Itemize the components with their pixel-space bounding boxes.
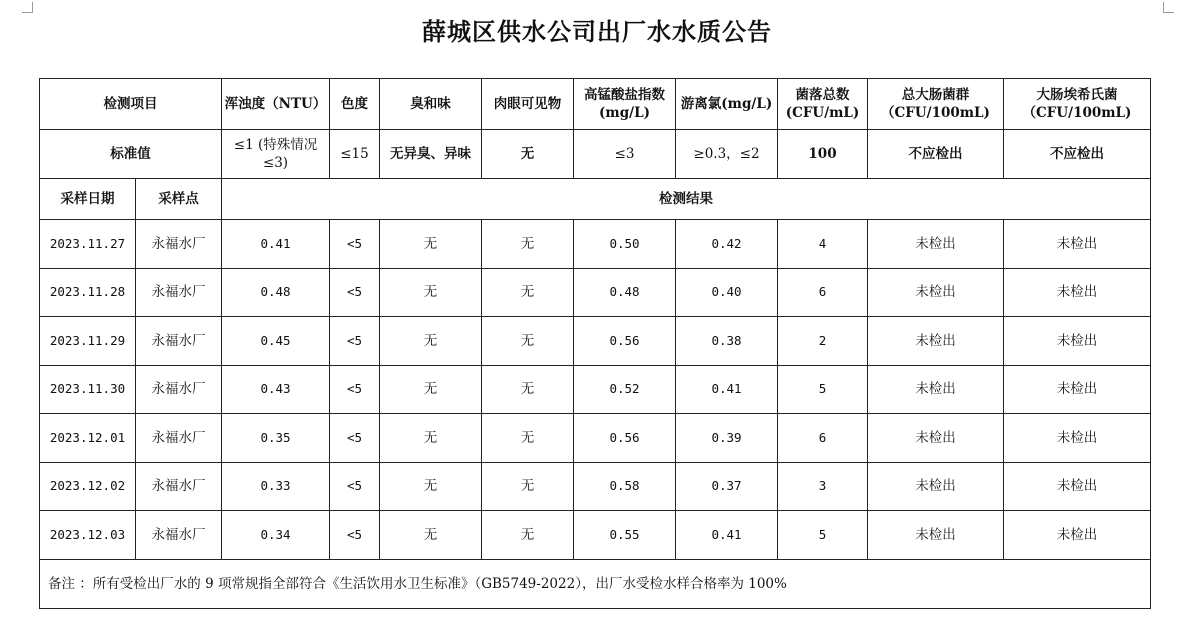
cell-date: 2023.11.27 [40,220,136,269]
cell-permanganate: 0.52 [574,365,676,414]
cell-colony: 5 [778,511,868,560]
cell-colony: 2 [778,317,868,366]
cell-odor: 无 [380,462,482,511]
cell-color: <5 [330,317,380,366]
cell-visible: 无 [482,317,574,366]
cell-chlorine: 0.39 [676,414,778,463]
cell-odor: 无 [380,220,482,269]
cell-visible: 无 [482,220,574,269]
cell-coliform: 未检出 [868,414,1004,463]
cell-permanganate: 0.48 [574,268,676,317]
cell-permanganate: 0.55 [574,511,676,560]
cell-permanganate: 0.56 [574,414,676,463]
cell-color: <5 [330,268,380,317]
cell-color: <5 [330,365,380,414]
cell-color: <5 [330,414,380,463]
header-permanganate [574,79,676,130]
result-header-site: 采样点 [136,179,222,220]
header-row [40,79,1151,130]
header-permanganate-label: 高锰酸盐指数 [584,87,665,103]
cell-site: 永福水厂 [136,414,222,463]
header-ecoli-label: 大肠埃希氏菌 [1036,87,1118,103]
header-colony-label: 菌落总数 [795,87,850,103]
cell-site: 永福水厂 [136,462,222,511]
cell-visible: 无 [482,462,574,511]
table-row [40,511,1151,560]
cell-odor: 无 [380,317,482,366]
cell-permanganate: 0.56 [574,317,676,366]
cell-ecoli: 未检出 [1004,268,1151,317]
cell-chlorine: 0.37 [676,462,778,511]
cell-odor: 无 [380,268,482,317]
cell-chlorine: 0.38 [676,317,778,366]
cell-date: 2023.11.29 [40,317,136,366]
standard-odor: 无异臭、异味 [380,130,482,179]
cell-colony: 6 [778,414,868,463]
cell-coliform: 未检出 [868,220,1004,269]
footnote: 备注 ：所有受检出厂水的 9 项常规指全部符合《生活饮用水卫生标准》（GB5749-2022），出厂水受检水样合格率为 100% [40,559,1151,608]
cell-ecoli: 未检出 [1004,511,1151,560]
cell-coliform: 未检出 [868,365,1004,414]
cell-coliform: 未检出 [868,462,1004,511]
cell-visible: 无 [482,511,574,560]
result-header-date: 采样日期 [40,179,136,220]
cell-permanganate: 0.58 [574,462,676,511]
header-coliform-label: 总大肠菌群 [901,87,970,103]
cell-ecoli: 未检出 [1004,414,1151,463]
cell-color: <5 [330,511,380,560]
result-rows [40,220,1151,560]
cell-site: 永福水厂 [136,220,222,269]
cell-colony: 5 [778,365,868,414]
header-coliform-unit: （CFU/100mL) [881,105,990,121]
header-permanganate-unit: (mg/L) [599,105,650,121]
cell-turbidity: 0.41 [222,220,330,269]
cell-visible: 无 [482,365,574,414]
cell-coliform: 未检出 [868,268,1004,317]
cell-chlorine: 0.41 [676,365,778,414]
cell-colony: 4 [778,220,868,269]
cell-turbidity: 0.35 [222,414,330,463]
note-row [40,559,1151,608]
cell-ecoli: 未检出 [1004,220,1151,269]
water-quality-table [39,78,1151,609]
cell-odor: 无 [380,414,482,463]
standard-permanganate: ≤3 [574,130,676,179]
result-header-results: 检测结果 [222,179,1151,220]
cell-odor: 无 [380,365,482,414]
cell-colony: 3 [778,462,868,511]
cell-color: <5 [330,220,380,269]
page-title: 薛城区供水公司出厂水水质公告 [422,17,772,46]
cell-turbidity: 0.48 [222,268,330,317]
cell-date: 2023.12.01 [40,414,136,463]
standard-coliform: 不应检出 [868,130,1004,179]
cell-coliform: 未检出 [868,317,1004,366]
header-odor: 臭和味 [380,79,482,130]
cell-ecoli: 未检出 [1004,462,1151,511]
table-row [40,317,1151,366]
cell-permanganate: 0.50 [574,220,676,269]
cell-date: 2023.11.30 [40,365,136,414]
cell-chlorine: 0.40 [676,268,778,317]
header-chlorine: 游离氯(mg/L) [676,79,778,130]
header-color: 色度 [330,79,380,130]
header-item: 检测项目 [40,79,222,130]
table-row [40,414,1151,463]
cell-site: 永福水厂 [136,317,222,366]
result-header-row [40,179,1151,220]
cell-turbidity: 0.43 [222,365,330,414]
header-colony-unit: (CFU/mL) [785,105,860,121]
cell-visible: 无 [482,268,574,317]
header-ecoli [1004,79,1151,130]
cell-color: <5 [330,462,380,511]
standard-visible: 无 [482,130,574,179]
cell-chlorine: 0.41 [676,511,778,560]
standard-chlorine: ≥0.3，≤2 [676,130,778,179]
standard-row [40,130,1151,179]
standard-colony: 100 [778,130,868,179]
cell-site: 永福水厂 [136,365,222,414]
header-turbidity: 浑浊度（NTU） [222,79,330,130]
cell-turbidity: 0.34 [222,511,330,560]
header-coliform [868,79,1004,130]
cell-colony: 6 [778,268,868,317]
table-row [40,365,1151,414]
cell-date: 2023.11.28 [40,268,136,317]
cell-ecoli: 未检出 [1004,365,1151,414]
standard-color: ≤15 [330,130,380,179]
cell-odor: 无 [380,511,482,560]
header-visible: 肉眼可见物 [482,79,574,130]
cell-site: 永福水厂 [136,511,222,560]
header-ecoli-unit: （CFU/100mL) [1022,105,1132,121]
cell-chlorine: 0.42 [676,220,778,269]
table-row [40,268,1151,317]
cell-turbidity: 0.45 [222,317,330,366]
cell-coliform: 未检出 [868,511,1004,560]
header-colony [778,79,868,130]
cell-date: 2023.12.02 [40,462,136,511]
standard-label: 标准值 [40,130,222,179]
standard-turbidity: ≤1 (特殊情况≤3) [222,130,330,179]
standard-ecoli: 不应检出 [1004,130,1151,179]
cell-date: 2023.12.03 [40,511,136,560]
cell-visible: 无 [482,414,574,463]
cell-ecoli: 未检出 [1004,317,1151,366]
table-row [40,462,1151,511]
cell-site: 永福水厂 [136,268,222,317]
cell-turbidity: 0.33 [222,462,330,511]
table-row [40,220,1151,269]
